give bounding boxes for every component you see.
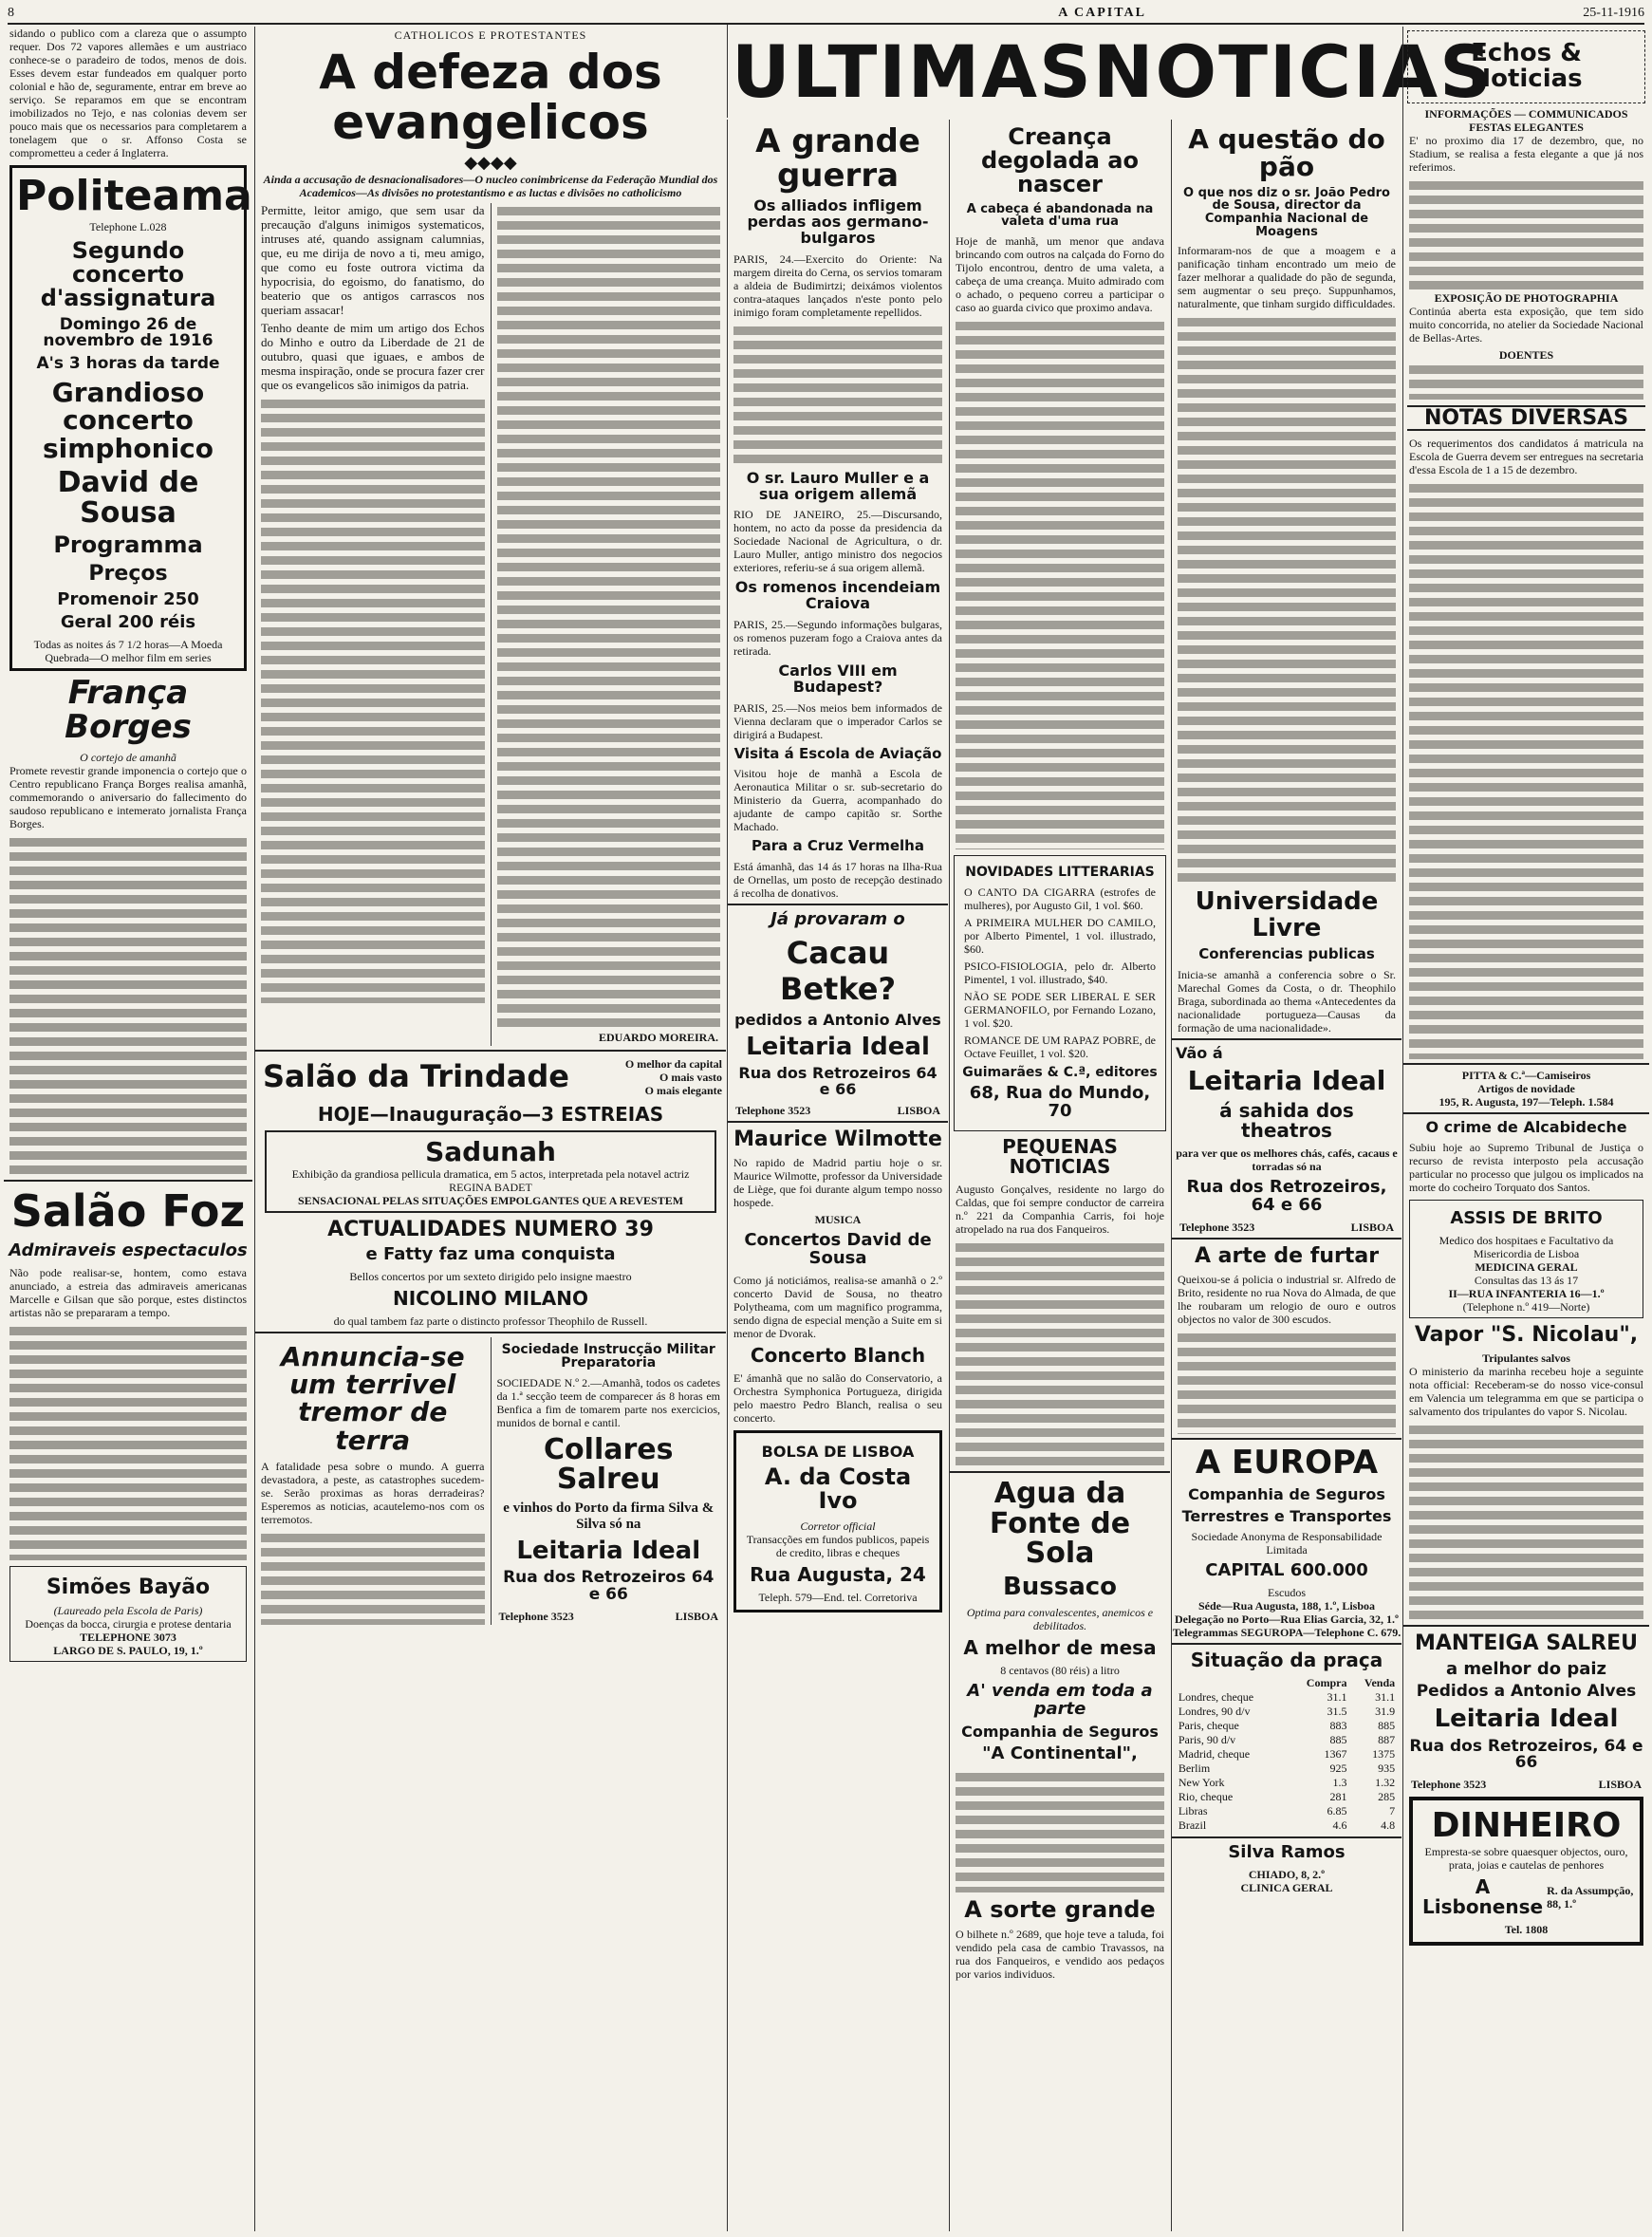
- col2-body-left-continued: [261, 396, 485, 1003]
- politeama-conductor: David de Sousa: [57, 466, 199, 530]
- divider: [4, 1180, 252, 1182]
- univ-sub: Conferencias publicas: [1198, 944, 1375, 962]
- cambio-compra: 281: [1329, 1790, 1347, 1804]
- agua-note: Optima para convalescentes, anemicos e debilitados.: [966, 1605, 1154, 1632]
- divider: [1172, 1238, 1401, 1240]
- crianca-body-continued: [956, 318, 1164, 849]
- war-body1-continued: [733, 323, 942, 465]
- blanch-title: Concerto Blanch: [750, 1343, 926, 1367]
- cambio-row: [1177, 1733, 1397, 1747]
- trindade-ad: [259, 1055, 722, 1328]
- cambio-compra: 885: [1329, 1733, 1347, 1747]
- cambio-venda: 935: [1378, 1762, 1396, 1776]
- trindade-maestro: NICOLINO MILANO: [392, 1286, 589, 1310]
- diversas-text: Os requerimentos dos candidatos á matricula na Escola de Guerra devem ser entregues na secretaria d'essa Escola de 1 a 15 de dezembro.: [1409, 436, 1643, 476]
- politeama-promenoir: Promenoir 250: [57, 588, 199, 609]
- masthead-left: ULTIMAS: [732, 28, 1093, 114]
- europa-soc: Sociedade Anonyma de Responsabilidade Limitada: [1191, 1530, 1383, 1557]
- betke-shop: Leitaria Ideal: [746, 1032, 930, 1061]
- trindade-sens: SENSACIONAL PELAS SITUAÇÕES EMPOLGANTES QUE A REVESTEM: [297, 1193, 684, 1207]
- assis-name: ASSIS DE BRITO: [1450, 1208, 1603, 1229]
- col2-deck: Ainda a accusação de desnacionalisadores—O nucleo conimbricense da Federação Mundial dos Academicos—As divisões no protestantismo e as luctas e divisões no catholicismo: [263, 173, 718, 199]
- echos-headline: Echos & Noticias: [1470, 39, 1583, 94]
- univ-text: Inicia-se amanhã a conferencia sobre o Sr. Marechal Gomes da Costa, o dr. Theophilo Braga, subordinada ao thema «Antecedentes da nacionalidade portugueza—Causas da formação de uma nacionalidade».: [1178, 967, 1396, 1035]
- salao-foz-text-continued: [9, 1323, 247, 1560]
- musica-label: MUSICA: [814, 1212, 862, 1226]
- war-body2: RIO DE JANEIRO, 25.—Discursando, hontem, no acto da posse da presidencia da Sociedade Nacional de Agricultura, o dr. Lauro Muller, antigo ministro dos negocios exteriores, referiu-se á sua origem allemã.: [733, 508, 942, 575]
- bolsa-firm: A. da Costa Ivo: [764, 1463, 912, 1515]
- literaria-item: O CANTO DA CIGARRA (estrofes de mulheres), por Augusto Gil, 1 vol. $60.: [964, 885, 1156, 912]
- cambio-row: [1177, 1719, 1397, 1733]
- trindade-side3: O mais elegante: [644, 1083, 722, 1097]
- war-sub1: Os alliados infligem perdas aos germano-bulgaros: [747, 196, 929, 247]
- war-body6: Está ámanhã, das 14 ás 17 horas na Ilha-Rua de Ornellas, um posto de recepção destinado á recolha de donativos.: [733, 860, 942, 901]
- bolsa-addr: Rua Augusta, 24: [750, 1562, 926, 1586]
- betke-addr: Rua dos Retrozeiros 64 e 66: [738, 1064, 937, 1098]
- cambio-compra: 31.5: [1327, 1705, 1347, 1719]
- cambio-venda: 31.9: [1375, 1705, 1396, 1719]
- univ-title: Universidade Livre: [1195, 887, 1379, 942]
- simoes-sub: (Laureado pela Escola de Paris): [53, 1603, 203, 1617]
- agua-co2: "A Continental",: [982, 1743, 1138, 1764]
- franca-heading: França Borges: [65, 674, 192, 747]
- pao-sub: O que nos diz o sr. João Pedro de Sousa, director da Companhia Nacional de Moagens: [1183, 185, 1390, 239]
- manteiga-line3: Pedidos a Antonio Alves: [1416, 1682, 1637, 1702]
- leitaria-name: Leitaria Ideal: [1187, 1065, 1386, 1097]
- festas-text: E' no proximo dia 17 de dezembro, que, no Stadium, se realisa a festa elegante a que já nos referimos.: [1409, 133, 1643, 174]
- pitta-line3: 195, R. Augusta, 197—Teleph. 1.584: [1439, 1094, 1614, 1109]
- literaria-item: NÃO SE PODE SER LIBERAL E SER GERMANOFILO, por Fernando Lozano, 1 vol. $20.: [964, 989, 1156, 1030]
- literaria-item: ROMANCE DE UM RAPAZ POBRE, de Octave Feuillet, 1 vol. $20.: [964, 1033, 1156, 1060]
- lisbonense-addr: R. da Assumpção, 88, 1.º: [1547, 1884, 1634, 1911]
- europa-capital: CAPITAL 600.000: [1205, 1560, 1368, 1581]
- dinheiro-ad: [1409, 1797, 1643, 1946]
- silva-name: Silva Ramos: [1228, 1842, 1346, 1863]
- war-body5: Visitou hoje de manhã a Escola de Aeronautica Militar o sr. sub-secretario do Ministerio da Guerra, acompanhado do ajudante de campo capitão sr. Sorthe Machado.: [733, 767, 942, 834]
- furtar-text: Queixou-se á policia o industrial sr. Alfredo de Brito, residente no rua Nova do Almada, de que lhe roubaram um relogio de ouro e outros objectos no valor de 300 escudos.: [1178, 1272, 1396, 1326]
- dinheiro-title: DINHEIRO: [1431, 1806, 1622, 1846]
- vapor-title: Vapor "S. Nicolau",: [1414, 1323, 1639, 1348]
- simoes-address: LARGO DE S. PAULO, 19, 1.º: [53, 1643, 203, 1657]
- politeama-name: Politeama: [16, 172, 252, 220]
- cambio-venda: 285: [1378, 1790, 1396, 1804]
- crime-text: Subiu hoje ao Supremo Tribunal de Justiça o recurso de revista interposto pela accusação particular no processo que julgou os implicados na morte do cocheiro Torquato dos Santos.: [1409, 1141, 1643, 1195]
- furtar-text-continued: [1178, 1330, 1396, 1434]
- divider: [1172, 1038, 1401, 1040]
- cambio-venda: 7: [1389, 1804, 1396, 1818]
- simoes-phone: TELEPHONE 3073: [80, 1630, 176, 1644]
- sorte-title: A sorte grande: [964, 1896, 1156, 1924]
- cambio-venda: 4.8: [1381, 1818, 1396, 1833]
- concertos-text: Como já noticiámos, realisa-se amanhã o 2.º concerto David de Sousa, no theatro Polytheama, com um magnifico programma, sendo digna de especial menção a Suite em si menor de Dvorak.: [733, 1273, 942, 1340]
- diversas-title: NOTAS DIVERSAS: [1407, 405, 1645, 431]
- agua-co1: Companhia de Seguros: [961, 1722, 1159, 1741]
- bolsa-title: BOLSA DE LISBOA: [761, 1442, 915, 1461]
- wilmotte-title: Maurice Wilmotte: [733, 1127, 942, 1151]
- europa-title: A EUROPA: [1195, 1443, 1379, 1482]
- divider: [255, 1332, 726, 1333]
- war-sub4: Carlos VIII em Budapest?: [778, 661, 898, 696]
- franca-sub: O cortejo de amanhã: [80, 750, 176, 764]
- war-body3: PARIS, 25.—Segundo informações bulgaras, os romenos puzeram fogo a Craiova antes da retirada.: [733, 617, 942, 658]
- agua-mesa: A melhor de mesa: [963, 1635, 1157, 1659]
- cambio-compra: 883: [1329, 1719, 1347, 1733]
- simoes-name: Simões Bayão: [46, 1575, 211, 1599]
- bolsa-ad: [733, 1430, 942, 1613]
- cambio-place: Londres, 90 d/v: [1178, 1705, 1251, 1719]
- cambio-compra: 925: [1329, 1762, 1347, 1776]
- cambio-place: Madrid, cheque: [1178, 1747, 1251, 1762]
- collares-addr: Rua dos Retrozeiros 64 e 66: [503, 1568, 715, 1605]
- cambio-compra: 4.6: [1332, 1818, 1347, 1833]
- cambio-place: Paris, 90 d/v: [1178, 1733, 1236, 1747]
- silva-clinica: CLINICA GERAL: [1240, 1881, 1333, 1895]
- collares-shop: Leitaria Ideal: [516, 1536, 701, 1565]
- cambio-place: Rio, cheque: [1178, 1790, 1234, 1804]
- divider: [1172, 1643, 1401, 1645]
- leitaria-city: LISBOA: [1350, 1220, 1394, 1234]
- lisbonense-name: A Lisbonense: [1422, 1875, 1544, 1919]
- doentes-title: DOENTES: [1498, 347, 1554, 362]
- collares-phone: Telephone 3523: [498, 1609, 574, 1623]
- crianca-body: Hoje de manhã, um menor que andava brincando com outros na calçada do Forno do Tijolo encontrou, dentro de uma valeta, a cabeça de uma creança. Muito admirado com o achado, o pequeno correu a participar o caso ao guarda civico que proximo andava.: [956, 233, 1164, 314]
- collares-text: e vinhos do Porto da firma Silva & Silva só na: [503, 1500, 715, 1532]
- cambio-venda: 885: [1378, 1719, 1396, 1733]
- betke-to: pedidos a Antonio Alves: [734, 1010, 941, 1029]
- divider: [728, 1121, 948, 1123]
- paper-name: A CAPITAL: [1058, 6, 1146, 20]
- manteiga-ad: [1403, 1632, 1649, 1791]
- column-1: [4, 27, 252, 2231]
- leitaria-saida-text: para ver que os melhores chás, cafés, cacaus e torradas só na: [1176, 1146, 1398, 1173]
- agua-title: Agua da Fonte de Sola: [989, 1477, 1131, 1570]
- war-sub6: Para a Cruz Vermelha: [752, 837, 924, 855]
- divider: [1172, 1438, 1401, 1440]
- col2-signature: EDUARDO MOREIRA.: [599, 1031, 718, 1044]
- expo-text: Continúa aberta esta exposição, que tem sido muito concorrida, no atelier da Sociedade Nacional de Bellas-Artes.: [1409, 304, 1643, 345]
- cambio-place: Berlim: [1178, 1762, 1211, 1776]
- trindade-side2: O mais vasto: [659, 1070, 722, 1084]
- franca-text-continued: [9, 834, 247, 1176]
- europa-esc: Escudos: [1268, 1586, 1306, 1600]
- literarias-list: [958, 885, 1161, 1060]
- cambio-row: [1177, 1705, 1397, 1719]
- assis-phone: (Telephone n.º 419—Norte): [1462, 1300, 1590, 1314]
- cambio-compra: 6.85: [1327, 1804, 1347, 1818]
- cambio-place: Londres, cheque: [1178, 1690, 1254, 1705]
- echos-sub: INFORMAÇÕES — COMMUNICADOS: [1424, 106, 1628, 121]
- annuncia-text: A fatalidade pesa sobre o mundo. A guerra devastadora, a peste, as catastrophes sucedem-se. Serão proximas as horas derradeiras? Esperemos as noticias, acautelemo-nos com os terremotos.: [261, 1460, 485, 1527]
- salao-foz-name: Salão Foz: [10, 1184, 246, 1237]
- politeama-phone: Telephone L.028: [89, 220, 167, 233]
- trindade-film-note: Exhibição da grandiosa pellicula dramatica, em 5 actos, interpretada pela notavel actriz REGINA BADET: [291, 1166, 690, 1194]
- ornament-dots: ◆◆◆◆: [464, 153, 517, 172]
- trindade-actual: ACTUALIDADES NUMERO 39: [327, 1217, 654, 1241]
- trindade-name: Salão da Trindade: [263, 1058, 569, 1094]
- assis-hours: Consultas das 13 ás 17: [1474, 1274, 1579, 1288]
- manteiga-title: MANTEIGA SALREU: [1414, 1631, 1639, 1656]
- furtar-title: A arte de furtar: [1194, 1243, 1380, 1268]
- page-number: 8: [8, 6, 14, 20]
- trindade-concert: Bellos concertos por um sexteto dirigido pelo insigne maestro: [349, 1269, 632, 1283]
- divider: [255, 1050, 726, 1052]
- assis-text: Medico dos hospitaes e Facultativo da Misericordia de Lisboa: [1439, 1234, 1614, 1261]
- literaria-item: PSICO-FISIOLOGIA, pelo dr. Alberto Pimentel, 1 vol. illustrado, $40.: [964, 959, 1156, 986]
- cambio-row: [1177, 1804, 1397, 1818]
- war-sub2: O sr. Lauro Muller e a sua origem allemã: [746, 468, 930, 503]
- leitaria-rua: Rua dos Retrozeiros, 64 e 66: [1186, 1176, 1387, 1215]
- trindade-film: Sadunah: [425, 1135, 556, 1167]
- echos-header-box: [1407, 30, 1645, 103]
- cambio-row: [1177, 1690, 1397, 1705]
- simoes-ad: [9, 1566, 247, 1662]
- cambio-row: [1177, 1790, 1397, 1804]
- trindade-side1: O melhor da capital: [624, 1056, 722, 1071]
- col2-headline: A defeza dos evangelicos: [319, 45, 662, 150]
- politeama-concert: Segundo concerto d'assignatura: [40, 237, 216, 312]
- page-header: [8, 4, 1644, 25]
- pequenas-title: PEQUENAS NOTICIAS: [1002, 1135, 1118, 1178]
- leitaria-vao: Vão á: [1176, 1043, 1223, 1062]
- war-headline: A grande guerra: [755, 122, 920, 195]
- vapor-sub: Tripulantes salvos: [1482, 1352, 1570, 1366]
- europa-tele: Telegrammas SEGUROPA—Telephone C. 679.: [1172, 1626, 1401, 1640]
- festas-title: FESTAS ELEGANTES: [1469, 120, 1584, 134]
- lisbonense-tel: Tel. 1808: [1504, 1923, 1549, 1937]
- trindade-extra: do qual tambem faz parte o distincto professor Theophilo de Russell.: [333, 1314, 648, 1328]
- column-3: [727, 120, 948, 2231]
- manteiga-line4: Leitaria Ideal: [1434, 1705, 1619, 1734]
- betke-q: Já provaram o: [770, 909, 905, 930]
- diversas-text-continued: [1409, 480, 1643, 1059]
- cambio-place: Libras: [1178, 1804, 1208, 1818]
- agua-price: 8 centavos (80 réis) a litro: [1000, 1663, 1120, 1677]
- column-6: [1402, 27, 1649, 2231]
- cambio-place: Brazil: [1178, 1818, 1207, 1833]
- annuncia-text-continued: [261, 1530, 485, 1625]
- cambio-compra: 1367: [1324, 1747, 1347, 1762]
- leitaria-ad: [1172, 1043, 1401, 1234]
- leitaria-saida: á sahida dos theatros: [1219, 1098, 1354, 1142]
- pao-body: Informaram-nos de que a moagem e a panificação tinham encontrado um meio de fazer melhorar a qualidade do pão de segunda, sem augmentar o seu preço. Suppunhamos, naturalmente, que tinham surgido difficuldades.: [1178, 244, 1396, 311]
- leitaria-phone: Telephone 3523: [1179, 1220, 1255, 1234]
- sorte-text: O bilhete n.º 2689, que hoje teve a taluda, foi vendido pela casa de cambio Travassos, na rua dos Fanqueiros, e vendido aos pedaços por varios individuos.: [956, 1928, 1164, 1982]
- cambios-head-venda: Venda: [1364, 1676, 1396, 1690]
- literaria-item: A PRIMEIRA MULHER DO CAMILO, por Alberto Pimentel, 1 vol. illustrado, $60.: [964, 915, 1156, 956]
- cambios-table: [1177, 1676, 1397, 1833]
- vapor-text-continued: [1409, 1422, 1643, 1621]
- agua-ad: [950, 1479, 1170, 1763]
- agua-text: [956, 1769, 1164, 1892]
- divider: [1403, 1063, 1649, 1065]
- collares-title: Collares Salreu: [544, 1432, 674, 1497]
- trindade-fatty: e Fatty faz uma conquista: [365, 1243, 616, 1264]
- europa-kind: Terrestres e Transportes: [1181, 1506, 1392, 1525]
- annuncia-title: Annuncia-se um terrivel tremor de terra: [280, 1340, 465, 1456]
- agua-sold: A' venda em toda a parte: [967, 1680, 1153, 1719]
- cambio-venda: 1.32: [1375, 1776, 1396, 1790]
- manteiga-city: LISBOA: [1598, 1778, 1642, 1792]
- doentes-text: [1409, 362, 1643, 400]
- betke-ad: [728, 911, 948, 1117]
- betke-city: LISBOA: [897, 1103, 940, 1117]
- cambio-row: [1177, 1776, 1397, 1790]
- col2-body: [255, 203, 726, 1046]
- bolsa-role: Corretor official: [800, 1519, 876, 1533]
- trindade-today: HOJE—Inauguração—3 ESTREIAS: [317, 1102, 664, 1126]
- col2-body1: Permitte, leitor amigo, que sem usar da precaução d'alguns inimigos systematicos, intruses até, quando assignam calumnias, que, eu me dirija de novo a ti, meu amigo, que como eu foste outrora victima da hypocrisia, do egoismo, do fanatismo, do beaterio que os antigos carrascos nos queriam assacar!: [261, 203, 485, 317]
- assis-addr: II—RUA INFANTERIA 16—1.º: [1448, 1287, 1605, 1301]
- politeama-title: Grandioso concerto simphonico: [42, 377, 214, 464]
- literarias-addr: 68, Rua do Mundo, 70: [969, 1083, 1151, 1122]
- sociedade-name: Sociedade Instrucção Militar Preparatoria: [501, 1341, 715, 1371]
- pao-body-continued: [1178, 314, 1396, 884]
- politeama-programma: Programma: [53, 531, 203, 559]
- crianca-sub: A cabeça é abandonada na valeta d'uma rua: [966, 201, 1154, 230]
- salao-foz-sub: Admiraveis espectaculos: [9, 1240, 248, 1260]
- pitta-name: PITTA & C.ª—Camiseiros: [1461, 1068, 1591, 1082]
- praca-title: Situação da praça: [1190, 1649, 1383, 1672]
- manteiga-line5: Rua dos Retrozeiros, 64 e 66: [1409, 1736, 1643, 1773]
- crime-title: O crime de Alcabideche: [1425, 1117, 1627, 1136]
- column-4: [949, 120, 1170, 2231]
- divider: [1403, 1112, 1649, 1114]
- cambios-head-compra: Compra: [1306, 1676, 1347, 1690]
- politeama-prices: Preços: [88, 562, 168, 587]
- masthead-right: NOTICIAS: [1092, 28, 1494, 114]
- betke-phone: Telephone 3523: [735, 1103, 811, 1117]
- collares-city: LISBOA: [675, 1609, 718, 1623]
- war-sub3: Os romenos incendeiam Craiova: [734, 578, 941, 613]
- column-5: [1171, 120, 1401, 2231]
- divider: [950, 1471, 1170, 1473]
- literarias-publisher: Guimarães & C.ª, editores: [962, 1064, 1158, 1080]
- europa-deleg: Delegação no Porto—Rua Elias Garcia, 32, 1.º: [1174, 1613, 1400, 1627]
- blanch-text: E' ámanhã que no salão do Conservatorio, a Orchestra Symphonica Portugueza, dirigida pelo maestro Pedro Blanch, realisa o seu concerto.: [733, 1370, 942, 1425]
- europa-co: Companhia de Seguros: [1188, 1484, 1385, 1503]
- pequenas-text: Augusto Gonçalves, residente no largo do Caldas, que foi sempre conductor de carreira n.º 221 da Companhia Carris, foi hoje atropelado na rua dos Fanqueiros.: [956, 1183, 1164, 1236]
- silva-addr: CHIADO, 8, 2.º: [1248, 1868, 1326, 1882]
- bolsa-phone: Teleph. 579—End. tel. Corretoriva: [758, 1590, 918, 1604]
- column-2: [254, 27, 726, 2231]
- cambio-venda: 31.1: [1375, 1690, 1396, 1705]
- cambio-place: New York: [1178, 1776, 1225, 1790]
- war-body4: PARIS, 25.—Nos meios bem informados de Vienna declaram que o imperador Carlos se dirigirá a Budapest.: [733, 700, 942, 741]
- simoes-tag: Doenças da bocca, cirurgia e protese dentaria: [25, 1616, 232, 1631]
- franca-text: Promete revestir grande imponencia o cortejo que o Centro republicano França Borges realisa amanhã, commemorando o aniversario do fallecimento do saudoso republicano e intemerato jornalista França Borges.: [9, 763, 247, 830]
- pao-headline: A questão do pão: [1188, 123, 1385, 183]
- divider: [1172, 1836, 1401, 1838]
- politeama-geral: Geral 200 réis: [60, 612, 196, 633]
- cambio-compra: 31.1: [1327, 1690, 1347, 1705]
- dinheiro-text: Empresta-se sobre quaesquer objectos, ouro, prata, joias e cautelas de penhores: [1424, 1845, 1628, 1873]
- col2-body-right-continued: [497, 203, 721, 1029]
- divider: [1403, 1625, 1649, 1627]
- concertos-title: Concertos David de Sousa: [744, 1229, 932, 1268]
- cambio-row: [1177, 1762, 1397, 1776]
- festas-text-continued: [1409, 177, 1643, 291]
- cambio-row: [1177, 1747, 1397, 1762]
- politeama-footer: Todas as noites ás 7 1/2 horas—A Moeda Quebrada—O melhor film em series: [33, 638, 223, 665]
- politeama-date: Domingo 26 de novembro de 1916: [43, 314, 213, 351]
- divider: [728, 904, 948, 905]
- literarias-title: NOVIDADES LITTERARIAS: [965, 864, 1155, 880]
- vapor-text: O ministerio da marinha recebeu hoje a seguinte nota official: Receberam-se do nosso vice-consul em Valencia um telegramma em que se participa o salvamento dos tripulantes do vapor S. Nicolau.: [1409, 1365, 1643, 1419]
- europa-ad: [1172, 1444, 1401, 1639]
- page-date: 25-11-1916: [1583, 6, 1644, 20]
- war-body1: PARIS, 24.—Exercito do Oriente: Na margem direita do Cerna, os servios tomaram a aldeia de Budimirtzi; deixámos violentos contra-ataques lançados n'este ponto pelo inimigo foram completamente repellidos.: [733, 252, 942, 319]
- pitta-line2: Artigos de novidade: [1477, 1081, 1575, 1095]
- pequenas-text-continued: [956, 1240, 1164, 1467]
- salao-foz-text: Não pode realisar-se, hontem, como estava anunciado, a estreia das admiraveis americanas Marcelle e Gilsan que são porque, estes distinctos artistas não se prepararam a tempo.: [9, 1265, 247, 1319]
- col2-kicker: CATHOLICOS E PROTESTANTES: [394, 28, 587, 42]
- assis-ad: [1409, 1200, 1643, 1318]
- war-sub5: Visita á Escola de Aviação: [733, 744, 942, 762]
- cambio-compra: 1.3: [1332, 1776, 1347, 1790]
- agua-place: Bussaco: [1002, 1572, 1118, 1601]
- bolsa-text: Transacções em fundos publicos, papeis de credito, libras e cheques: [746, 1532, 930, 1559]
- sociedade-text: SOCIEDADE N.º 2.—Amanhã, todos os cadetes da 1.ª secção teem de comparecer ás 8 horas em Benfica a fim de tomarem parte nos exercicios, munidos de bornal e cantil.: [496, 1375, 720, 1429]
- politeama-ad: [9, 165, 252, 671]
- wilmotte-text: No rapido de Madrid partiu hoje o sr. Maurice Wilmotte, professor da Universidade de Liège, que foi durante algum tempo nosso hospede.: [733, 1155, 942, 1209]
- cambio-venda: 1375: [1372, 1747, 1396, 1762]
- cambio-venda: 887: [1378, 1733, 1396, 1747]
- crianca-headline: Creança degolada ao nascer: [981, 123, 1139, 198]
- masthead: [727, 25, 1494, 118]
- col2-body2: Tenho deante de mim um artigo dos Echos do Minho e outro da Liberdade de 21 de outubro, quasi que iguaes, e ambos de mesma inspiração, onde se procura fazer crer que os evangelicos são inimigos da patria.: [261, 321, 485, 392]
- europa-sede: Séde—Rua Augusta, 188, 1.º, Lisboa: [1198, 1599, 1375, 1613]
- manteiga-phone: Telephone 3523: [1411, 1778, 1487, 1792]
- cambio-place: Paris, cheque: [1178, 1719, 1239, 1733]
- politeama-time: A's 3 horas da tarde: [36, 354, 220, 374]
- betke-name: Cacau Betke?: [779, 934, 897, 1007]
- manteiga-line2: a melhor do paiz: [1445, 1658, 1607, 1679]
- expo-title: EXPOSIÇÃO DE PHOTOGRAPHIA: [1434, 290, 1619, 305]
- cambio-row: [1177, 1818, 1397, 1833]
- assis-spec: MEDICINA GERAL: [1475, 1260, 1578, 1275]
- literarias-box: [954, 855, 1166, 1131]
- col1-intro: sidando o publico com a clareza que o assumpto requer. Dos 72 vapores allemães e um austriaco conhece-se o paradeiro de todos, menos de dois. Esses devem estar fundeados em qualquer porto colonial e hão de, seguramente, entrar em breve ao serviço. Se reparamos em que se encontram imobilizados no Tejo, e nas colonias devem ser pouco mais que os necessarios para completarem a tonelagem que o sr. Affonso Costa se comprometteu a ceder á Inglaterra.: [9, 27, 247, 159]
